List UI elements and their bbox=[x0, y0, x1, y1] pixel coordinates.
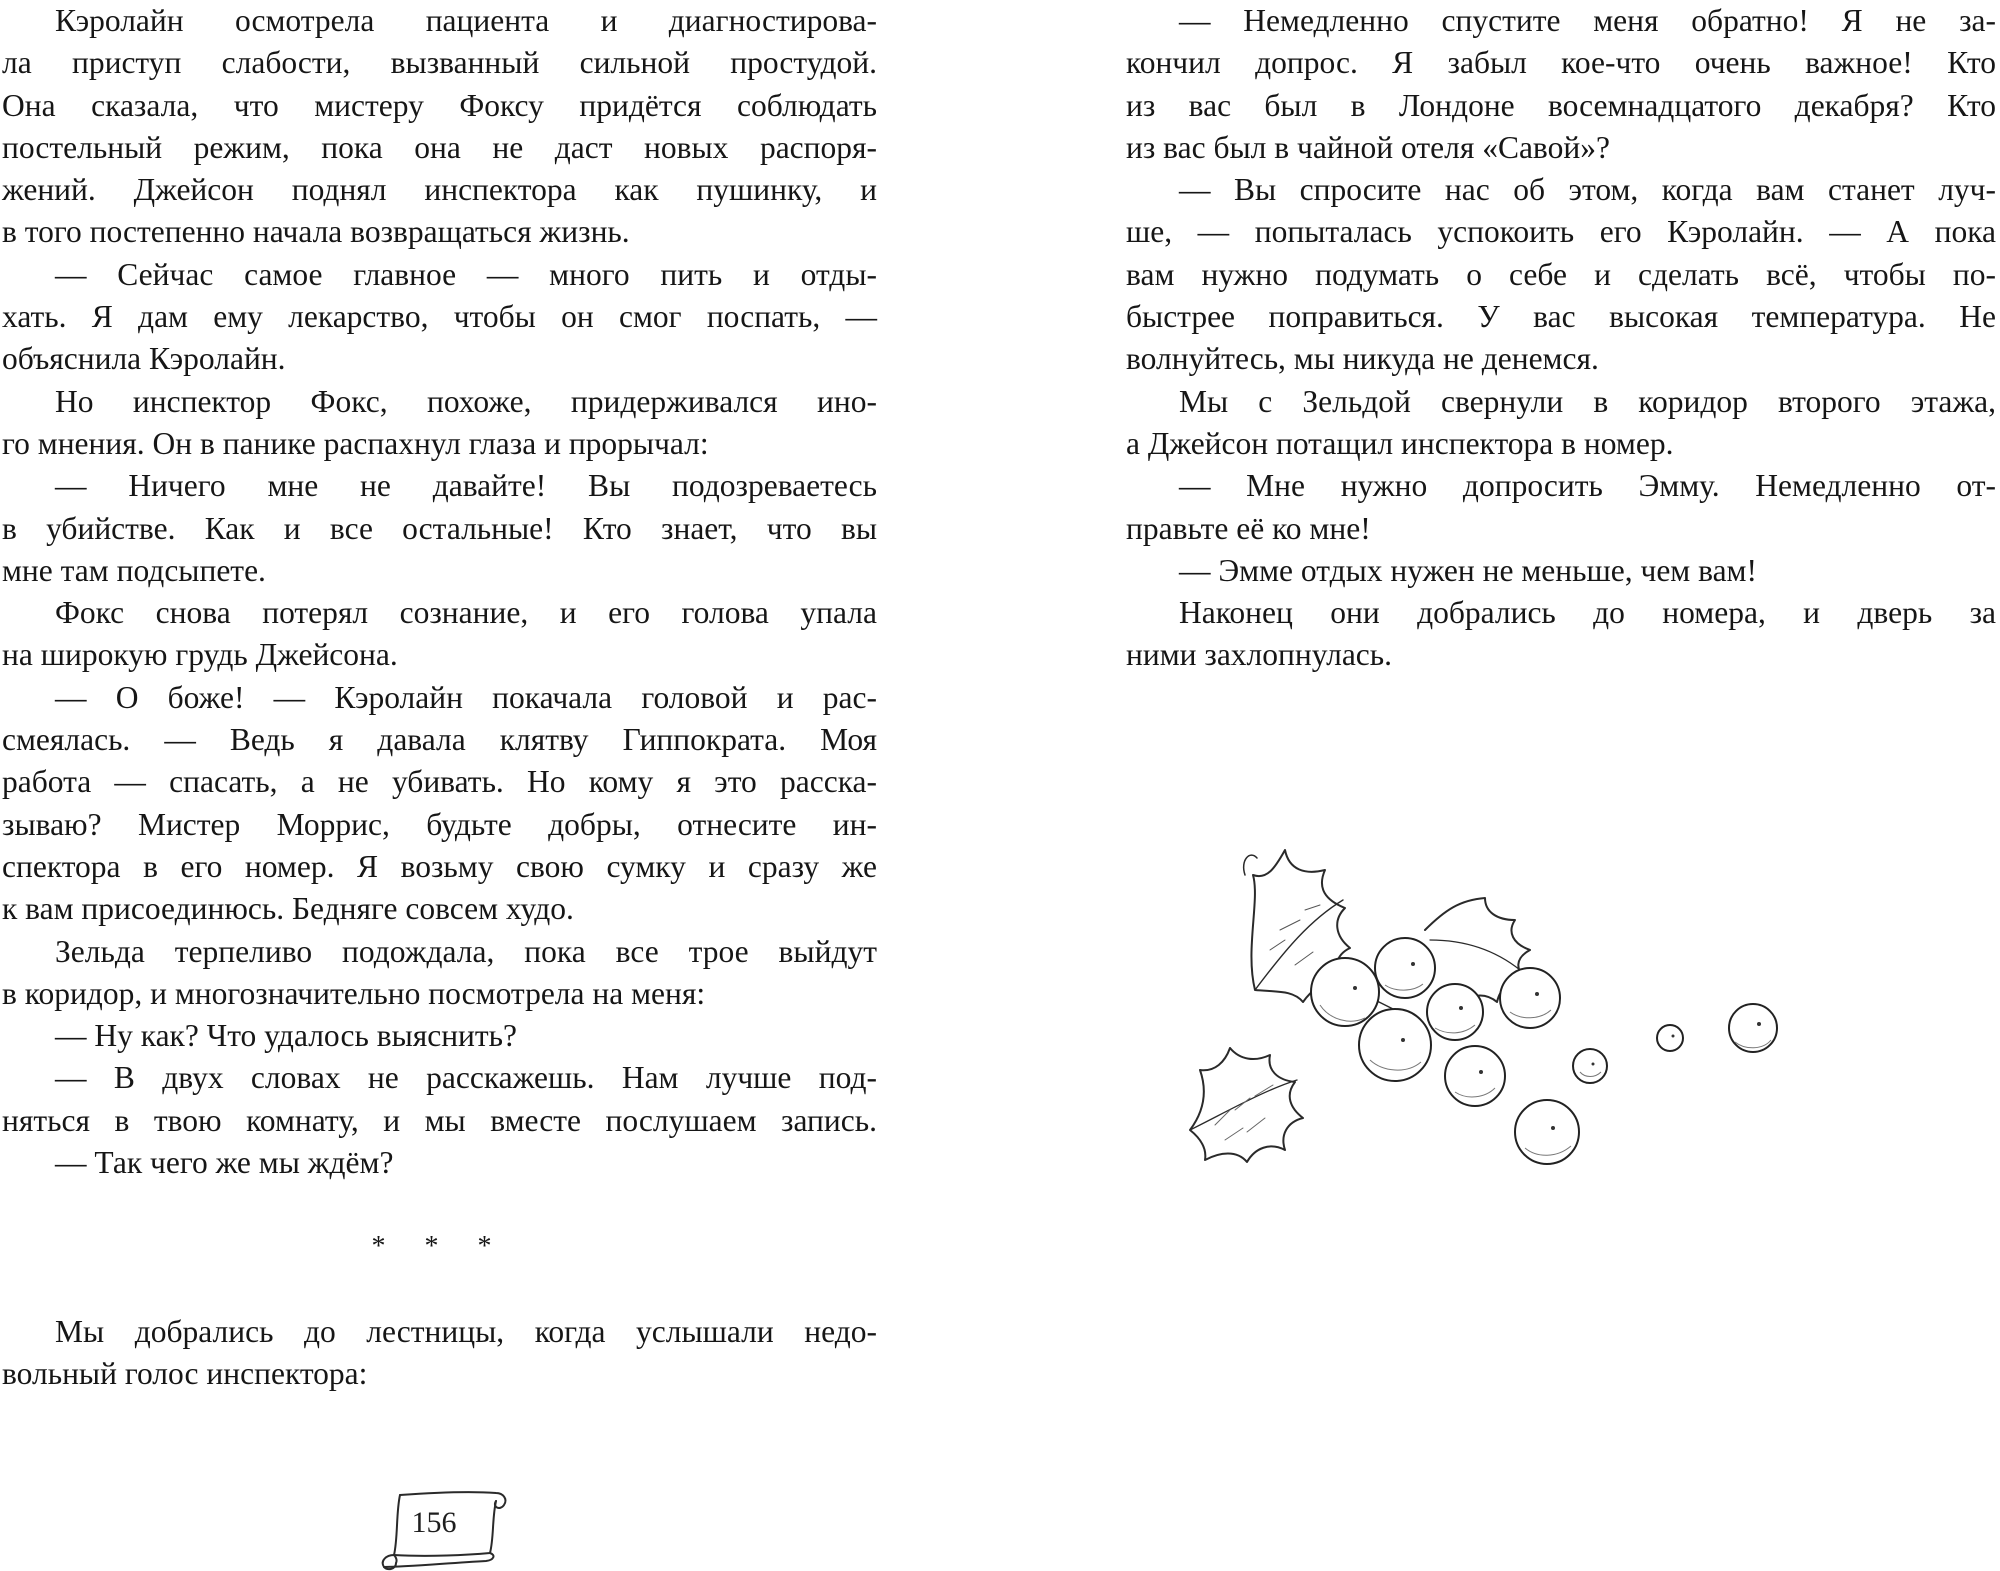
text-line: — Немедленно спустите меня обратно! Я не за- bbox=[1179, 3, 1996, 38]
text-line: — Сейчас самое главное — много пить и отды- bbox=[55, 256, 877, 292]
text-line: мне там подсыпете. bbox=[2, 552, 266, 588]
text-line: из вас был в Лондоне восемнадцатого декабря? Кто bbox=[1126, 87, 1996, 123]
text-line: — Ну как? Что удалось выяснить? bbox=[55, 1018, 518, 1054]
text-line: ла приступ слабости, вызванный сильной простудой. bbox=[2, 45, 877, 81]
text-line: няться в твою комнату, и мы вместе послушаем запись. bbox=[2, 1102, 877, 1138]
text-line: а Джейсон потащил инспектора в номер. bbox=[1126, 425, 1674, 461]
text-line: хать. Я дам ему лекарство, чтобы он смог поспать, — bbox=[2, 299, 877, 335]
text-line: — Ничего мне не давайте! Вы подозреваетесь bbox=[55, 468, 877, 504]
holly-sprig-icon bbox=[1185, 780, 1885, 1220]
blank-line bbox=[2, 1184, 877, 1226]
text-line: Фокс снова потерял сознание, и его голова упала bbox=[55, 595, 877, 631]
text-line: — Эмме отдых нужен не меньше, чем вам! bbox=[1179, 552, 1757, 588]
blank-line bbox=[2, 1269, 877, 1311]
text-line: вольный голос инспектора: bbox=[2, 1355, 368, 1391]
text-line: Мы с Зельдой свернули в коридор второго этажа, bbox=[1179, 383, 1996, 419]
text-line: в коридор, и многозначительно посмотрела на меня: bbox=[2, 975, 706, 1011]
text-line: жений. Джейсон поднял инспектора как пушинку, и bbox=[2, 172, 877, 208]
text-line: — Мне нужно допросить Эмму. Немедленно от- bbox=[1179, 468, 1996, 504]
text-line: Зельда терпеливо подождала, пока все трое выйдут bbox=[55, 933, 877, 969]
text-line: — О боже! — Кэролайн покачала головой и рас- bbox=[55, 679, 877, 715]
scene-break: * * * bbox=[371, 1231, 508, 1263]
text-line: быстрее поправиться. У вас высокая температура. Не bbox=[1126, 299, 1996, 335]
text-line: зываю? Мистер Моррис, будьте добры, отнесите ин- bbox=[2, 806, 877, 842]
page-number: 156 bbox=[411, 1506, 457, 1539]
text-line: волнуйтесь, мы никуда не денемся. bbox=[1126, 341, 1599, 377]
text-line: на широкую грудь Джейсона. bbox=[2, 637, 398, 673]
text-line: к вам присоединюсь. Бедняге совсем худо. bbox=[2, 891, 574, 927]
text-line: Она сказала, что мистеру Фоксу придётся соблюдать bbox=[2, 87, 877, 123]
left-page-text bbox=[2, 0, 877, 1395]
text-line: в того постепенно начала возвращаться жизнь. bbox=[2, 214, 630, 250]
text-line: Кэролайн осмотрела пациента и диагностирова- bbox=[55, 3, 877, 38]
text-line: правьте её ко мне! bbox=[1126, 510, 1371, 546]
text-line: из вас был в чайной отеля «Савой»? bbox=[1126, 129, 1610, 165]
text-line: работа — спасать, а не убивать. Но кому я это расска- bbox=[2, 764, 877, 800]
text-line: Мы добрались до лестницы, когда услышали недо- bbox=[55, 1313, 877, 1349]
right-page-text bbox=[1126, 0, 1996, 677]
text-line: в убийстве. Как и все остальные! Кто знает, что вы bbox=[2, 510, 877, 546]
text-line: вам нужно подумать о себе и сделать всё, чтобы по- bbox=[1126, 256, 1996, 292]
text-line: го мнения. Он в панике распахнул глаза и прорычал: bbox=[2, 425, 709, 461]
text-line: — В двух словах не расскажешь. Нам лучше под- bbox=[55, 1060, 877, 1096]
text-line: — Так чего же мы ждём? bbox=[55, 1145, 394, 1181]
text-line: смеялась. — Ведь я давала клятву Гиппократа. Моя bbox=[2, 722, 877, 758]
text-line: Но инспектор Фокс, похоже, придерживался ино- bbox=[55, 383, 877, 419]
text-line: ними захлопнулась. bbox=[1126, 637, 1393, 673]
text-line: — Вы спросите нас об этом, когда вам станет луч- bbox=[1179, 172, 1996, 208]
text-line: Наконец они добрались до номера, и дверь за bbox=[1179, 595, 1996, 631]
text-line: спектора в его номер. Я возьму свою сумку и сразу же bbox=[2, 848, 877, 884]
text-line: объяснила Кэролайн. bbox=[2, 341, 286, 377]
text-line: постельный режим, пока она не даст новых распоря- bbox=[2, 129, 877, 165]
text-line: ше, — попыталась успокоить его Кэролайн. — А пока bbox=[1126, 214, 1996, 250]
text-line: кончил допрос. Я забыл кое-что очень важное! Кто bbox=[1126, 45, 1996, 81]
